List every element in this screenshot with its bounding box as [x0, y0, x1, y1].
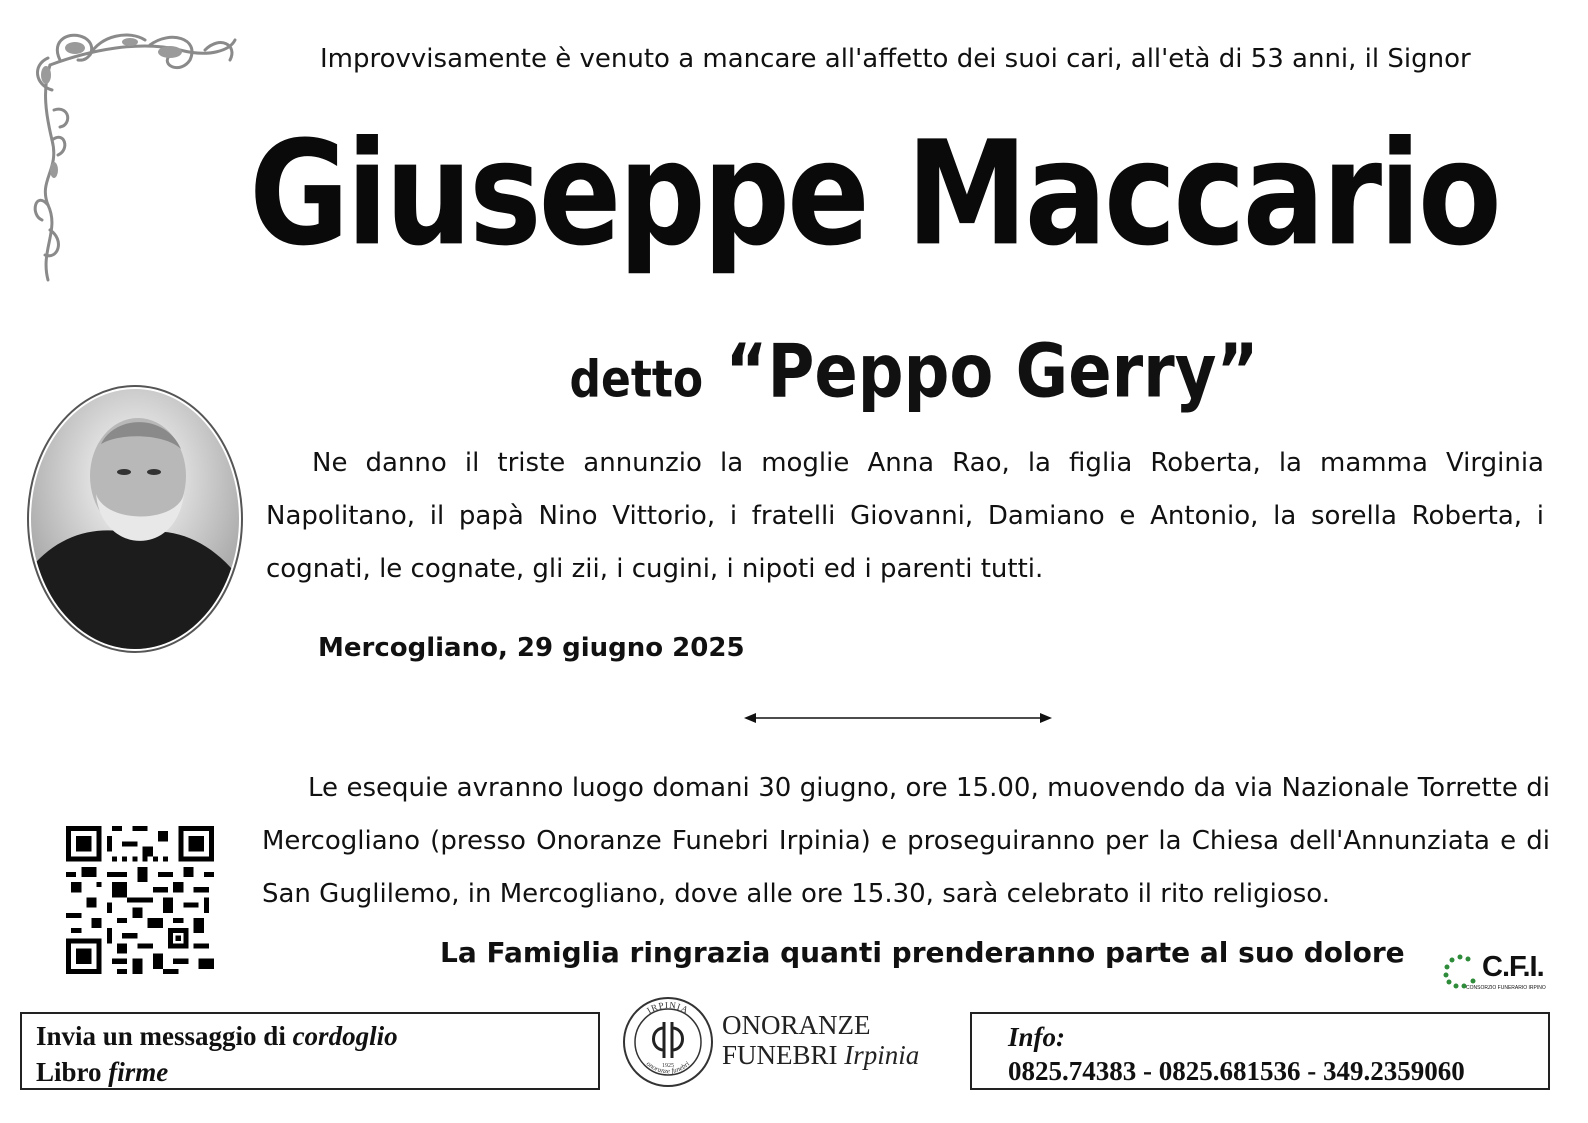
condolence-message-link[interactable] — [36, 1018, 584, 1054]
condolence-box[interactable] — [20, 1012, 600, 1090]
place-date: Mercogliano, 29 giugno 2025 — [318, 633, 745, 663]
funeral-home-line2 — [722, 1040, 919, 1070]
condolence-line1-italic: cordoglio — [292, 1021, 398, 1051]
funeral-home-line2-italic: Irpinia — [844, 1040, 920, 1070]
funeral-home-line2-text: FUNEBRI — [722, 1040, 838, 1070]
family-thanks: La Famiglia ringrazia quanti prenderanno parte al suo dolore — [440, 936, 1405, 969]
guestbook-link[interactable] — [36, 1054, 584, 1090]
cfi-logo-subtitle: CONSORZIO FUNERARIO IRPINO — [1466, 985, 1546, 991]
deceased-name: Giuseppe Maccario — [249, 110, 1499, 278]
announcement-paragraph — [266, 437, 1544, 596]
guestbook-text: Libro — [36, 1057, 102, 1087]
nickname-prefix: detto — [569, 350, 704, 410]
seal-year: 1925 — [662, 1063, 674, 1069]
funeral-home-line1: ONORANZE — [722, 1010, 871, 1040]
nickname: “Peppo Gerry” — [725, 330, 1259, 416]
funeral-text: Le esequie avranno luogo domani 30 giugno, ore 15.00, muovendo da via Nazionale Torrette di Mercogliano (presso Onoranze Funebri Irpinia) e proseguiranno per la Chiesa dell'Annunziata e di San Guglilemo, in Mercogliano, dove alle ore 15.30, sarà celebrato il rito religioso. — [262, 773, 1550, 909]
seal-bottom-text: onoranze funebri — [644, 1059, 692, 1076]
funeral-home-seal-logo — [620, 994, 716, 1090]
seal-top-text: IRPINIA — [645, 999, 691, 1016]
funeral-home-name — [722, 1010, 919, 1070]
double-arrow-divider — [742, 708, 1054, 728]
announcement-text: Ne danno il triste annunzio la moglie Anna Rao, la figlia Roberta, la mamma Virginia Napolitano, il papà Nino Vittorio, i fratelli Giovanni, Damiano e Antonio, la sorella Roberta, i cognati, le cognate, gli zii, i cugini, i nipoti ed i parenti tutti. — [266, 448, 1544, 584]
qr-code[interactable] — [66, 826, 214, 974]
funeral-paragraph — [262, 762, 1550, 921]
portrait-photo — [26, 384, 244, 654]
cfi-logo-text: C.F.I. — [1482, 951, 1544, 983]
info-label: Info: — [1008, 1022, 1066, 1052]
guestbook-italic: firme — [108, 1057, 169, 1087]
info-phones[interactable]: 0825.74383 - 0825.681536 - 349.2359060 — [1008, 1056, 1465, 1086]
info-box — [970, 1012, 1550, 1090]
condolence-line1-text: Invia un messaggio di — [36, 1021, 286, 1051]
intro-text: Improvvisamente è venuto a mancare all'affetto dei suoi cari, all'età di 53 anni, il Signor — [320, 44, 1471, 74]
